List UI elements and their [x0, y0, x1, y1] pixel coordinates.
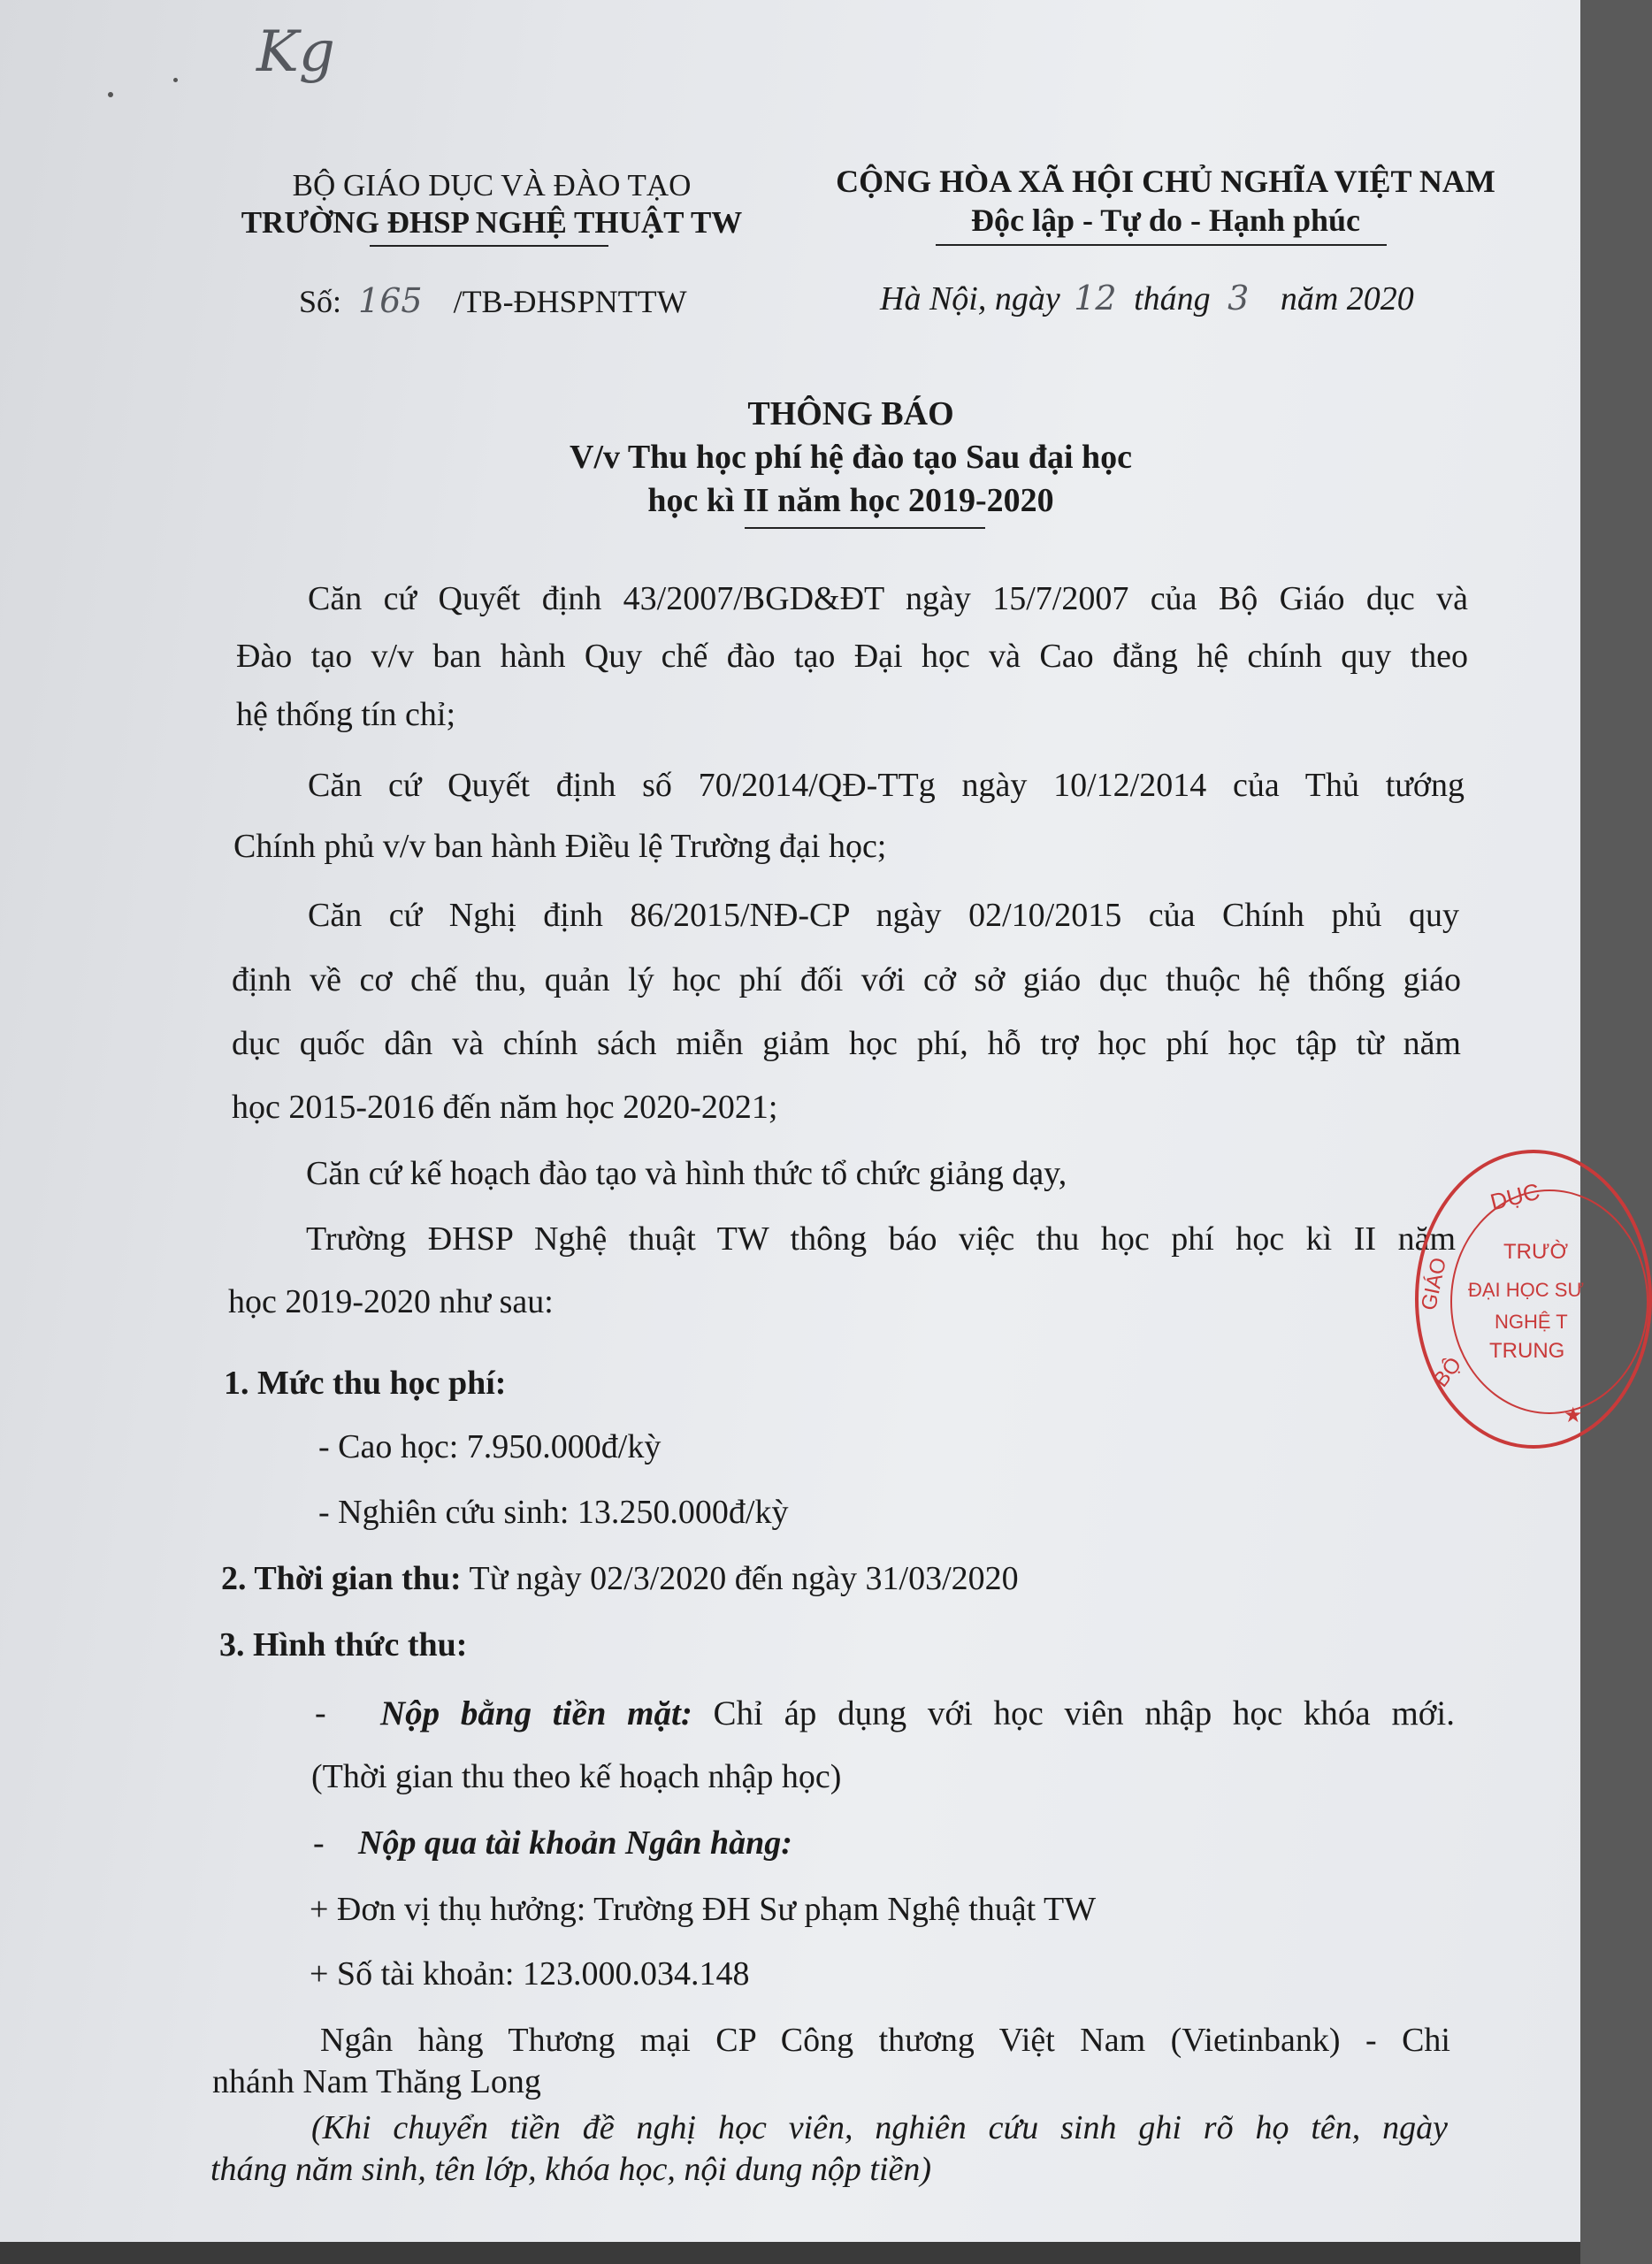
para-3-line-2: định về cơ chế thu, quản lý học phí đối với cở sở giáo dục thuộc hệ thống giáo	[232, 961, 1461, 998]
seal-arc-bottom: BỘ	[1428, 1352, 1467, 1392]
country-name: CỘNG HÒA XÃ HỘI CHỦ NGHĨA VIỆT NAM	[836, 164, 1495, 199]
cash-dash: -	[315, 1694, 326, 1732]
document-number	[299, 281, 687, 320]
cash-text: Chỉ áp dụng với học viên nhập học khóa mới.	[713, 1694, 1455, 1732]
title-underline	[745, 527, 985, 529]
ministry-name: BỘ GIÁO DỤC VÀ ĐÀO TẠO	[292, 168, 692, 203]
section-2	[221, 1559, 1019, 1598]
para-2-line-2: Chính phủ v/v ban hành Điều lệ Trường đại học;	[233, 828, 887, 865]
official-seal-inner-ring	[1450, 1189, 1648, 1414]
number-suffix: /TB-ĐHSPNTTW	[453, 284, 687, 319]
handwritten-number: 165	[358, 281, 423, 320]
document-title: THÔNG BÁO	[747, 395, 954, 432]
seal-line-2: ĐẠI HỌC SƯ	[1468, 1279, 1585, 1301]
school-name: TRƯỜNG ĐHSP NGHỆ THUẬT TW	[241, 205, 743, 240]
para-1-line-3: hệ thống tín chỉ;	[236, 696, 456, 733]
para-1-line-2: Đào tạo v/v ban hành Quy chế đào tạo Đại học và Cao đẳng hệ chính quy theo	[236, 638, 1468, 675]
bank-line-2: nhánh Nam Thăng Long	[212, 2063, 541, 2100]
cash-note: (Thời gian thu theo kế hoạch nhập học)	[311, 1758, 842, 1795]
seal-arc-top: DỤC	[1488, 1177, 1543, 1216]
motto-underline	[936, 244, 1387, 246]
date-line	[880, 279, 1414, 318]
fee-phd: - Nghiên cứu sinh: 13.250.000đ/kỳ	[318, 1494, 789, 1531]
collection-period: Từ ngày 02/3/2020 đến ngày 31/03/2020	[469, 1560, 1019, 1597]
para-2-line-1: Căn cứ Quyết định số 70/2014/QĐ-TTg ngày 10/12/2014 của Thủ tướng	[308, 767, 1465, 804]
bank-label: Nộp qua tài khoản Ngân hàng:	[358, 1824, 792, 1862]
national-motto: Độc lập - Tự do - Hạnh phúc	[970, 203, 1361, 238]
bank-dash: -	[313, 1824, 325, 1862]
account-number: + Số tài khoản: 123.000.034.148	[310, 1955, 750, 1992]
scan-background-edge	[0, 2242, 1580, 2264]
bank-line-1: Ngân hàng Thương mại CP Công thương Việt Nam (Vietinbank) - Chi	[320, 2022, 1450, 2059]
section-1-title: 1. Mức thu học phí:	[224, 1365, 507, 1402]
para-3-line-3: dục quốc dân và chính sách miễn giảm học phí, hỗ trợ học phí học tập từ năm	[232, 1025, 1461, 1062]
subject-line-2: học kì II năm học 2019-2020	[647, 482, 1054, 519]
handwritten-corner-note: Kg	[256, 19, 335, 85]
section-3-title: 3. Hình thức thu:	[219, 1626, 468, 1664]
seal-line-1: TRƯỜ	[1503, 1240, 1569, 1264]
date-year: năm 2020	[1280, 280, 1414, 317]
subject-line-1: V/v Thu học phí hệ đào tạo Sau đại học	[570, 439, 1132, 476]
cash-label: Nộp bằng tiền mặt:	[380, 1694, 692, 1732]
seal-line-4: TRUNG	[1489, 1339, 1565, 1363]
para-3-line-4: học 2015-2016 đến năm học 2020-2021;	[232, 1089, 778, 1126]
school-underline	[370, 245, 608, 247]
seal-arc-left: GIÁO	[1417, 1255, 1451, 1313]
number-prefix: Số:	[299, 284, 342, 319]
date-month-word: tháng	[1134, 280, 1211, 317]
para-3-line-1: Căn cứ Nghị định 86/2015/NĐ-CP ngày 02/10/2015 của Chính phủ quy	[308, 897, 1459, 934]
para-4: Căn cứ kế hoạch đào tạo và hình thức tổ chức giảng dạy,	[306, 1155, 1067, 1192]
handwritten-month: 3	[1228, 279, 1250, 317]
beneficiary: + Đơn vị thụ hưởng: Trường ĐH Sư phạm Nghệ thuật TW	[310, 1891, 1097, 1928]
cash-payment-line	[380, 1694, 1455, 1733]
ink-dot	[173, 78, 178, 82]
para-5-line-2: học 2019-2020 như sau:	[228, 1283, 554, 1320]
para-1-line-1: Căn cứ Quyết định 43/2007/BGD&ĐT ngày 15/7/2007 của Bộ Giáo dục và	[308, 580, 1468, 617]
section-2-title: 2. Thời gian thu:	[221, 1560, 462, 1597]
seal-line-3: NGHỆ T	[1495, 1311, 1568, 1333]
note-line-1: (Khi chuyển tiền đề nghị học viên, nghiên cứu sinh ghi rõ họ tên, ngày	[311, 2109, 1448, 2146]
ink-dot	[108, 92, 113, 97]
handwritten-day: 12	[1074, 279, 1117, 317]
note-line-2: tháng năm sinh, tên lớp, khóa học, nội dung nộp tiền)	[210, 2151, 932, 2188]
date-prefix: Hà Nội, ngày	[880, 280, 1060, 317]
seal-star-icon: ★	[1564, 1404, 1583, 1427]
fee-master: - Cao học: 7.950.000đ/kỳ	[318, 1428, 662, 1465]
para-5-line-1: Trường ĐHSP Nghệ thuật TW thông báo việc thu học phí học kì II năm	[306, 1220, 1456, 1258]
